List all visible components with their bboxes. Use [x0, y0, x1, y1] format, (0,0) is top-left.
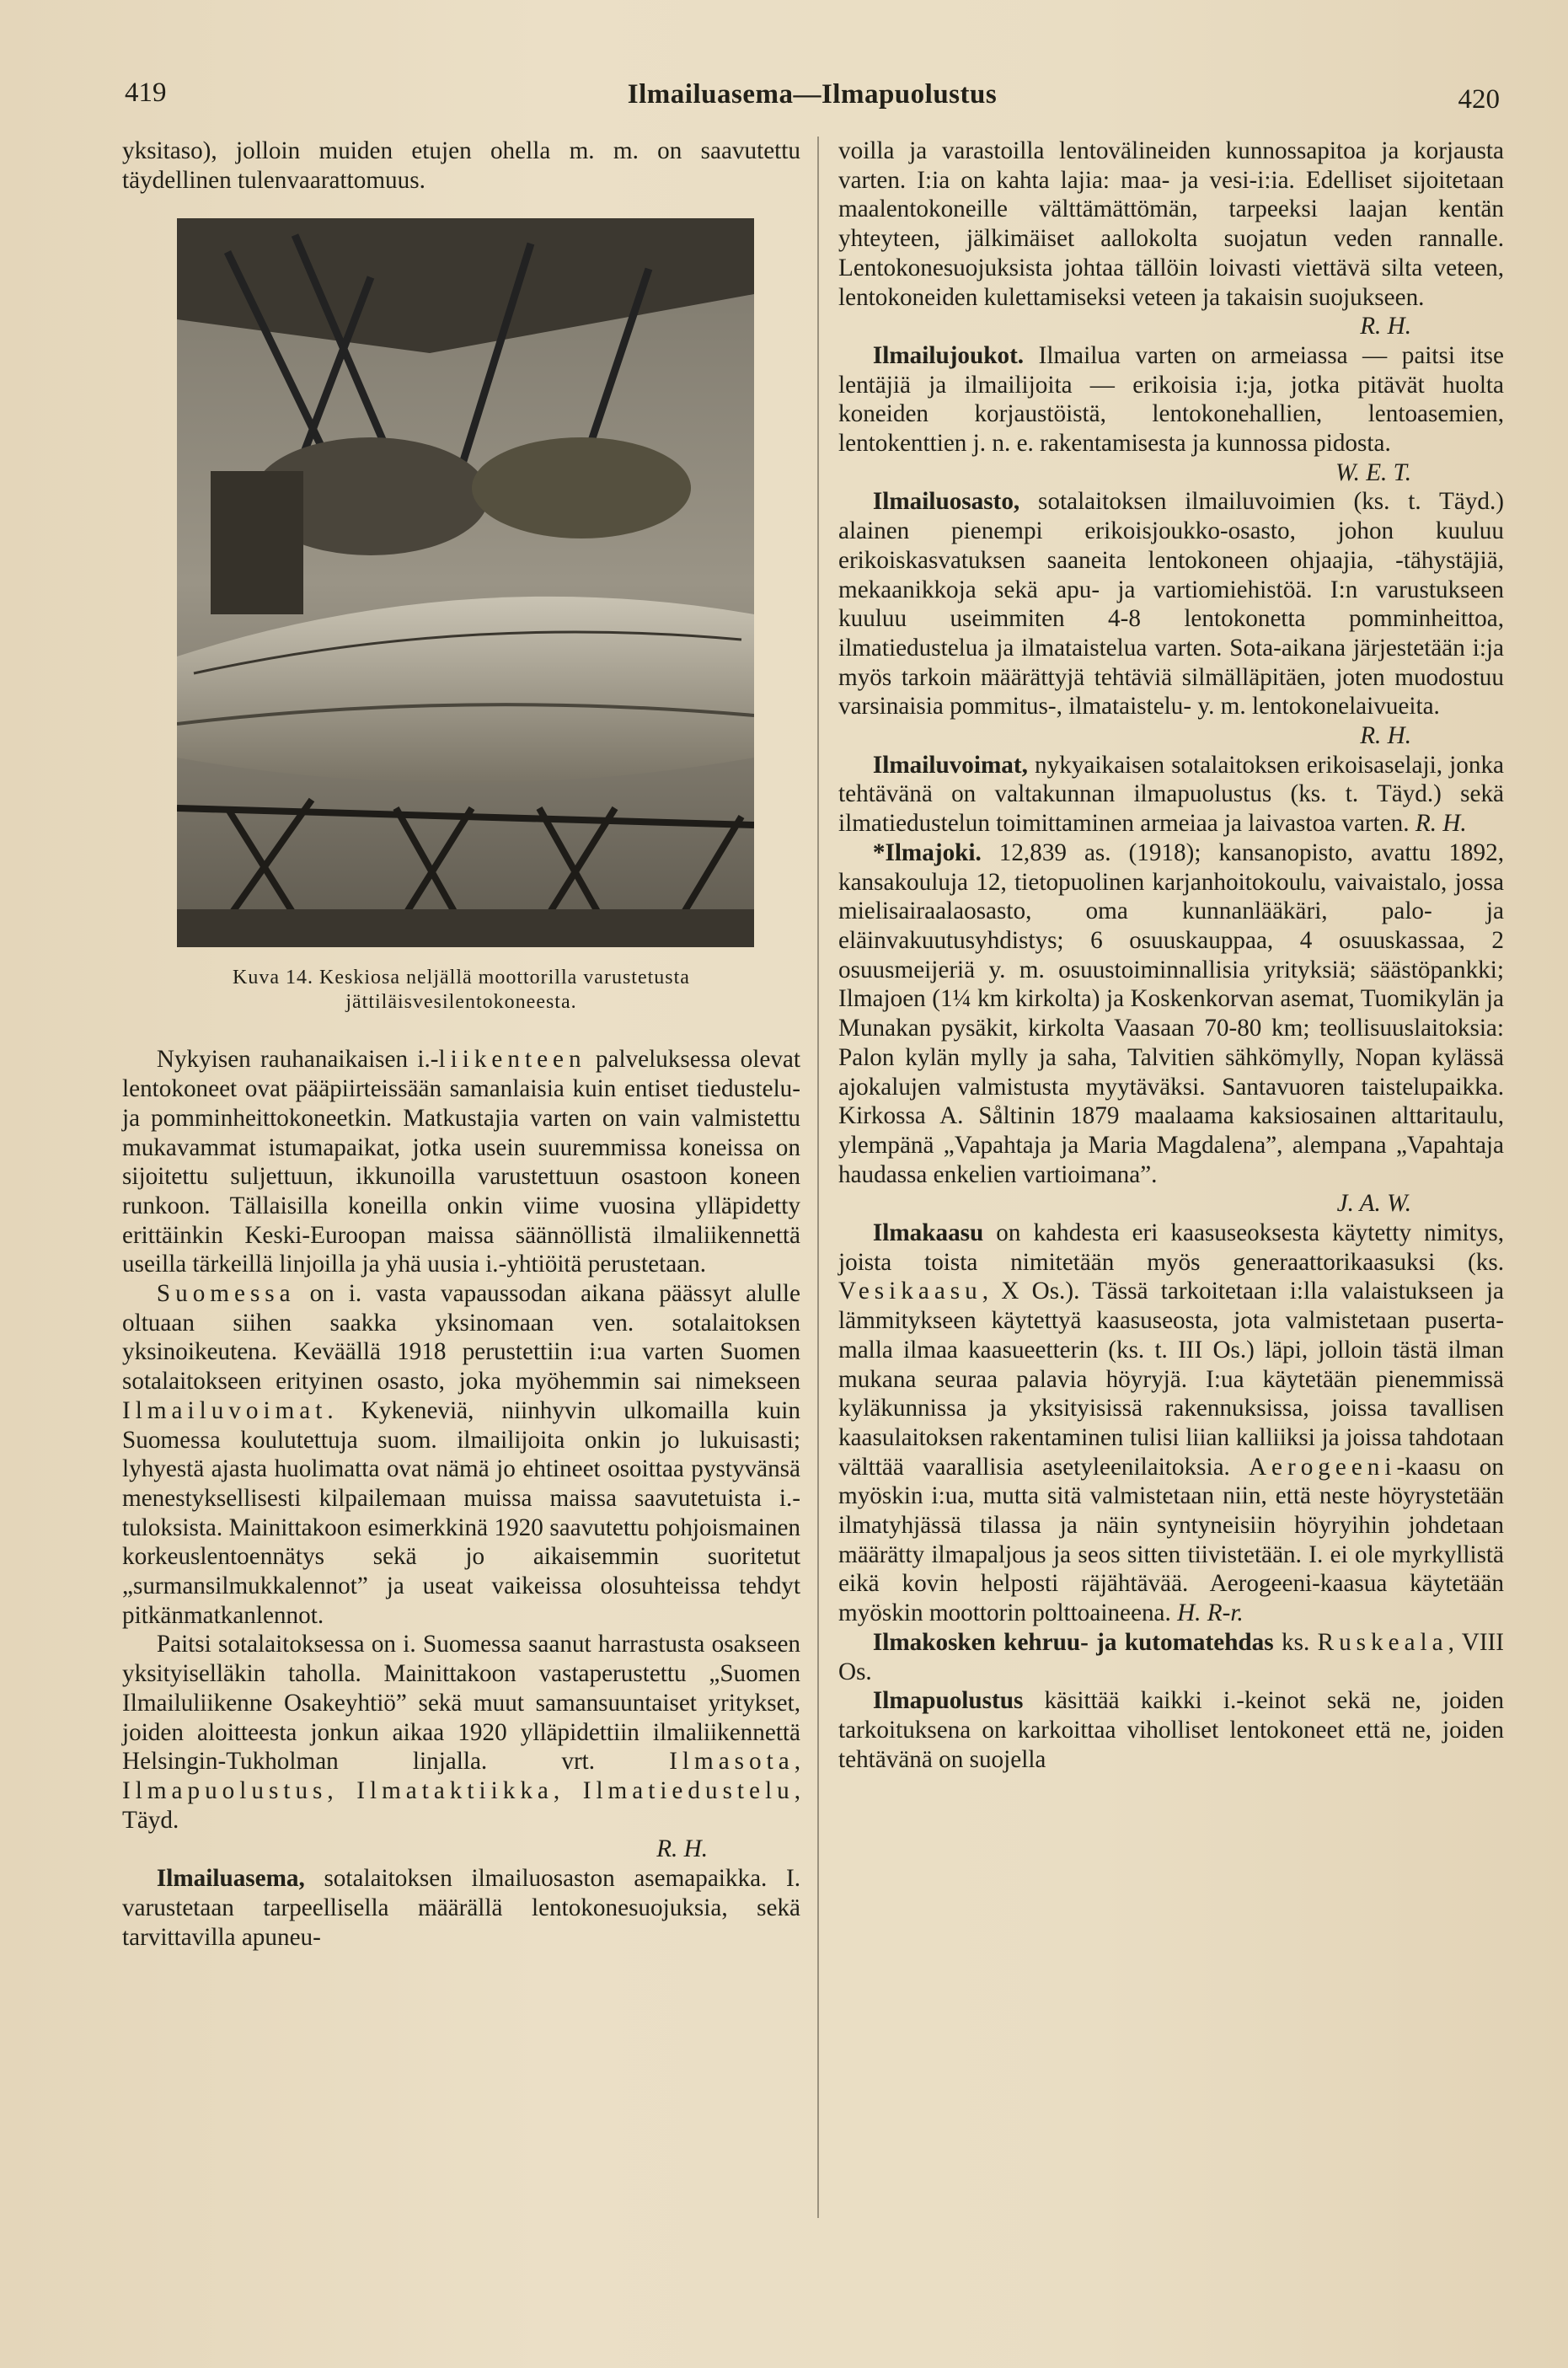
entry-ilmakoski	[838, 1628, 1504, 1686]
text-run: ,	[327, 1776, 357, 1804]
page-number-right: 420	[1458, 84, 1500, 115]
cross-reference: Ilmataktiikka	[356, 1776, 554, 1804]
author-signature: W. E. T.	[1335, 458, 1411, 486]
entry-headword: Ilmailuvoimat,	[872, 751, 1028, 779]
author-signature: R. H.	[1415, 810, 1467, 838]
text-run: 12,839 as. (1918); kansanopisto, avattu 1892, kansakouluja 12, tietopuolinen karjanhoitokoulu, vaivaistalo, jossa mielisairaalaosasto, oma kunnanlääkäri, palo- ja eläinvakuutusyhdistys; 6 osuuskauppaa, 4 osuuskassaa, 2 osuusmeijeriä y. m. osuustoiminnallisia yrityksiä; säästöpankki; Ilmajoen (1¼ km kirkolta) ja Koskenkorvan asemat, Tuomikylän ja Munakan pysäkit, kirkolta Vaasaan 70-80 km; teollisuuslaitoksia: Palon kylän mylly ja saha, Talvitien sähkömylly, Nopan kylässä ajokalujen valmistusta myytäväksi. Santavuoren taistelupaikka. Kirkossa A. Såltinin 1879 maalaama kaksiosainen alttaritaulu, ylempänä „Vapahtaja ja Maria Magdalena”, alempana „Vapahtaja haudassa enkelien vartioimana”.	[838, 838, 1504, 1188]
entry-headword: Ilmakosken kehruu- ja kutomatehdas	[872, 1628, 1274, 1656]
entry-headword: Ilmailuosasto,	[872, 488, 1020, 516]
spaced-term: Aerogeeni	[1248, 1453, 1397, 1481]
seaplane-photo	[177, 218, 754, 947]
page-number-left: 419	[125, 78, 167, 108]
caption-line-1: Kuva 14. Keskiosa neljällä moottorilla varustetusta	[233, 967, 690, 989]
text-run: . Kykeneviä, niinhyvin ulkomailla kuin Suomessa koulutettuja suom. ilmailijoita onkin jo lukuisasti; lyhyestä ajasta huolimatta ovat nämä jo ehtineet osoittaa pystyvänsä menestyksellisesti kilpailemaan muissa maissa saavutetuista i.-tuloksista. Mainittakoon esimerkkinä 1920 saavutettu pohjoismainen korkeuslentoennätys sekä jo aikaisemmin suoritetut „surmansilmukkalennot” ja useat vaikeissa olosuhteissa tehdyt pitkänmatkanlennot.	[122, 1396, 800, 1629]
figure-caption	[122, 966, 800, 1015]
entry-ilmakaasu	[838, 1219, 1504, 1628]
cross-reference: Ilmapuolustus	[122, 1776, 328, 1804]
text-run: on kahdesta eri kaasuseoksesta käytetty nimitys, joista toista nimitetään myös generaattorikaasuksi (ks.	[838, 1219, 1504, 1276]
text-run: ks.	[1273, 1628, 1318, 1656]
entry-ilmailuasema	[122, 1864, 800, 1952]
entry-headword: Ilmailuasema,	[156, 1865, 305, 1893]
cross-reference: Ilmasota	[669, 1748, 795, 1776]
text-run: , X Os.). Tässä tarkoitetaan i:lla valaistukseen ja lämmitykseen käytettyä kaasuseosta, jota valmistetaan pusertamalla ilmaa kaasueetterin (ks. t. III Os.) läpi, jolloin tästä ilman mukana seuraa palavia höyryjä. I:ua käytetään pienemmissä kyläkunnissa ja yksityisissä rakennuksissa, joissa tavallisen kaasulaitoksen rakentaminen tulisi liian kalliiksi ja joissa tahdotaan välttää vaarallisia asetyleenilaitoksia.	[838, 1278, 1504, 1481]
column-divider	[817, 137, 819, 2218]
text-run: , Täyd.	[122, 1776, 800, 1834]
text-run: palveluksessa olevat lentokoneet ovat pääpiirteissään samanlaisia kuin entiset tiedustelu- ja pomminheittokoneetkin. Matkustajia varten on vain valmistettu mukavammat istumapaikat, jotka usein suuremmissa koneissa on sijoitettu suljettuun, ikkunoilla varustettuun osastoon koneen runkoon. Tällaisilla koneilla onkin viime vuosina ylläpidetty erittäinkin Keski-Euroopan maissa säännöllistä ilmaliikennettä useilla tärkeillä linjoilla ja yhä uusia i.-yhtiöitä perustetaan.	[122, 1046, 800, 1278]
text-run: , VIII Os.	[838, 1628, 1505, 1685]
text-run: nykyaikaisen sotalaitoksen erikoisaselaji, jonka tehtävänä on valtakunnan ilmapuolustus (ks. t. Täyd.) sekä ilmatiedustelun toimittaminen armeiaa ja laivastoa varten.	[838, 751, 1504, 838]
author-signature: R. H.	[656, 1835, 708, 1863]
cross-reference: Vesikaasu	[838, 1278, 982, 1305]
author-signature: J. A. W.	[1336, 1190, 1411, 1218]
cross-reference: Ilmatiedustelu	[582, 1776, 795, 1804]
author-signature: R. H.	[1360, 722, 1411, 750]
text-run: sotalaitoksen ilmailuvoimien (ks. t. Täyd.) alainen pienempi erikoisjoukko-osasto, johon kuuluu erikoiskasvatuksen saaneita lentokoneen ohjaajia, -tähystäjiä, mekaanikkoja sekä apu- ja vartiomiehistöä. I:n varustukseen kuuluu useimmiten 4-8 lentokonetta pomminheittoa, ilmatiedustelua ja ilmataistelua varten. Sota-aikana järjestetään i:ja myös tarkoin määrättyjä tehtäviä silmälläpitäen, joten muodostuu varsinaisia pommitus-, ilmataistelu- y. m. lentokonelaivueita.	[838, 488, 1504, 721]
spaced-term: Suomessa	[156, 1280, 296, 1308]
right-column	[838, 137, 1504, 1774]
paragraph-private	[122, 1630, 800, 1835]
entry-headword: *Ilmajoki.	[872, 838, 982, 866]
entry-headword: Ilmailujoukot.	[872, 341, 1025, 369]
text-run: ,	[794, 1748, 800, 1776]
spaced-term: Ilmailuvoimat	[122, 1396, 328, 1424]
text-run: on i. vasta vapaussodan aikana päässyt alulle oltuaan siihen saakka yksinomaan ven. sotalaitoksen yksinoikeutena. Keväällä 1918 perustettiin i:ua varten Suomen sotalaitokseen erityinen osasto, joka myöhemmin sai nimekseen	[122, 1280, 800, 1396]
entry-headword: Ilmapuolustus	[872, 1687, 1024, 1715]
text-run: ,	[553, 1776, 583, 1804]
cross-reference: Ruskeala	[1317, 1628, 1448, 1656]
author-signature: H. R-r.	[1177, 1599, 1244, 1627]
paragraph-continued: voilla ja varastoilla lentovälineiden kunnossapitoa ja korjausta varten. I:ia on kahta lajia: maa- ja vesi-i:ia. Edelliset sijoitetaan maalentokoneille välttämättömän, tarpeeksi laajan kentän yhteyteen, jälkimäiset aallokolta suojatun veden rannalle. Lentokonesuojuksista johtaa tällöin loivasti viettävä silta veteen, lentokoneiden kulettamiseksi veteen ja takaisin suojukseen.	[838, 137, 1504, 311]
page-header	[125, 78, 1500, 120]
caption-line-2: jättiläisvesilentokoneesta.	[345, 991, 577, 1014]
text-run: Paitsi sotalaitoksessa on i. Suomessa saanut harrastusta osakseen yksityiselläkin taholla. Mainittakoon vastaperustettu „Suomen Ilmailuliikenne Osakeyhtiö” sekä muut samansuuntaiset yritykset, joiden aloitteesta jonkun aikaa 1920 ylläpidettiin ilmaliikennettä Helsingin-Tukholman linjalla. vrt.	[122, 1631, 800, 1776]
text-run: käsittää kaikki i.-keinot sekä ne, joiden tarkoituksena on karkoittaa viholliset lentokoneet että ne, joiden tehtävänä on suojella	[838, 1687, 1504, 1773]
paragraph-traffic	[122, 1045, 800, 1279]
spaced-term: liikenteen	[438, 1046, 586, 1074]
text-run: Ilmailua varten on armeiassa — paitsi itse lentäjiä ja ilmailijoita — erikoisia i:ja, jotka pitävät huolta koneiden korjaustöistä, lentokonehallien, lentoasemien, lentokenttien j. n. e. rakentamisesta ja kunnossa pidosta.	[838, 341, 1504, 458]
left-column	[122, 137, 800, 1952]
entry-ilmailujoukot	[838, 341, 1504, 458]
text-run: Nykyisen rauhanaikaisen i.-	[156, 1046, 439, 1074]
entry-ilmapuolustus	[838, 1686, 1504, 1774]
running-title: Ilmailuasema—Ilmapuolustus	[627, 79, 998, 110]
text-run: sotalaitoksen ilmailuosaston asemapaikka. I. varustetaan tarpeellisella määrällä lentokonesuojuksia, sekä tarvittavilla apuneu-	[122, 1865, 800, 1951]
intro-paragraph: yksitaso), jolloin muiden etujen ohella m. m. on saavutettu täydellinen tulenvaarattomuus.	[122, 137, 800, 194]
entry-headword: Ilmakaasu	[872, 1219, 984, 1247]
author-signature: R. H.	[1360, 313, 1411, 340]
seaplane-photo-icon	[177, 218, 754, 947]
entry-ilmajoki	[838, 838, 1504, 1189]
entry-ilmailuosasto	[838, 487, 1504, 721]
entry-ilmailuvoimat	[838, 751, 1504, 838]
paragraph-finland	[122, 1279, 800, 1630]
text-run: -kaasu on myöskin i:ua, mutta sitä valmistetaan niin, että neste höyrystetään ilmatyhjässä tilassa ja näin syntyneisiin höyryihin johdetaan määrätty ilmapaljous ja seos sitten tiivistetään. I. ei ole myrkyllistä eikä kovin helposti räjähtävää. Aerogeeni-kaasua käytetään myöskin moottorin polttoaineena.	[838, 1453, 1504, 1627]
